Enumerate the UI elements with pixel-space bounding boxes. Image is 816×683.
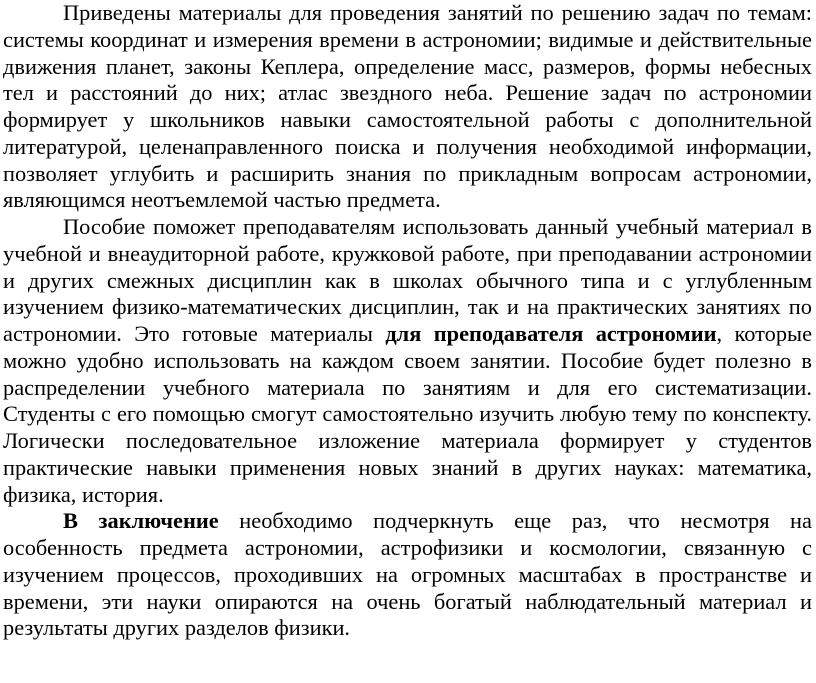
paragraph-text: необходимо подчеркнуть еще раз, что несмотря на особенность предмета астрономии, астрофизики и космологии, связанную с изучением процессов, проходивших на огромных масштабах в пространстве и времени, эти науки опираются на очень богатый наблюдательный материал и результаты других разделов физики.	[3, 508, 812, 641]
paragraph-text: Приведены материалы для проведения занятий по решению задач по темам: системы координат и измерения времени в астрономии; видимые и действительные движения планет, законы Кеплера, определение масс, размеров, формы небесных тел и расстояний до них; атлас звездного неба. Решение задач по астрономии формирует у школьников навыки самостоятельной работы с дополнительной литературой, целенаправленного поиска и получения необходимой информации, позволяет углубить и расширить знания по прикладным вопросам астрономии, являющимся неотъемлемой частью предмета.	[3, 0, 812, 213]
bold-phrase-for-teacher: для преподавателя астрономии	[385, 321, 717, 346]
paragraph-materials-overview	[3, 0, 812, 214]
paragraph-text: , которые можно удобно использовать на каждом своем занятии. Пособие будет полезно в распределении учебного материала по занятиям и для его систематизации. Студенты с его помощью смогут самостоятельно изучить любую тему по конспекту. Логически последовательное изложение материала формирует у студентов практические навыки применения новых знаний в других науках: математика, физика, история.	[3, 321, 813, 507]
paragraph-conclusion	[3, 508, 812, 642]
bold-phrase-conclusion: В заключение	[63, 508, 219, 534]
paragraph-text: Пособие поможет преподавателям использовать данный учебный материал в учебной и внеаудиторной работе, кружковой работе, при преподавании астрономии и других смежных дисциплин как в школах обычного типа и с углубленным изучением физико-математических дисциплин, так и на практических занятиях по астрономии. Это готовые материалы	[3, 214, 812, 346]
paragraph-manual-usage	[3, 214, 812, 508]
